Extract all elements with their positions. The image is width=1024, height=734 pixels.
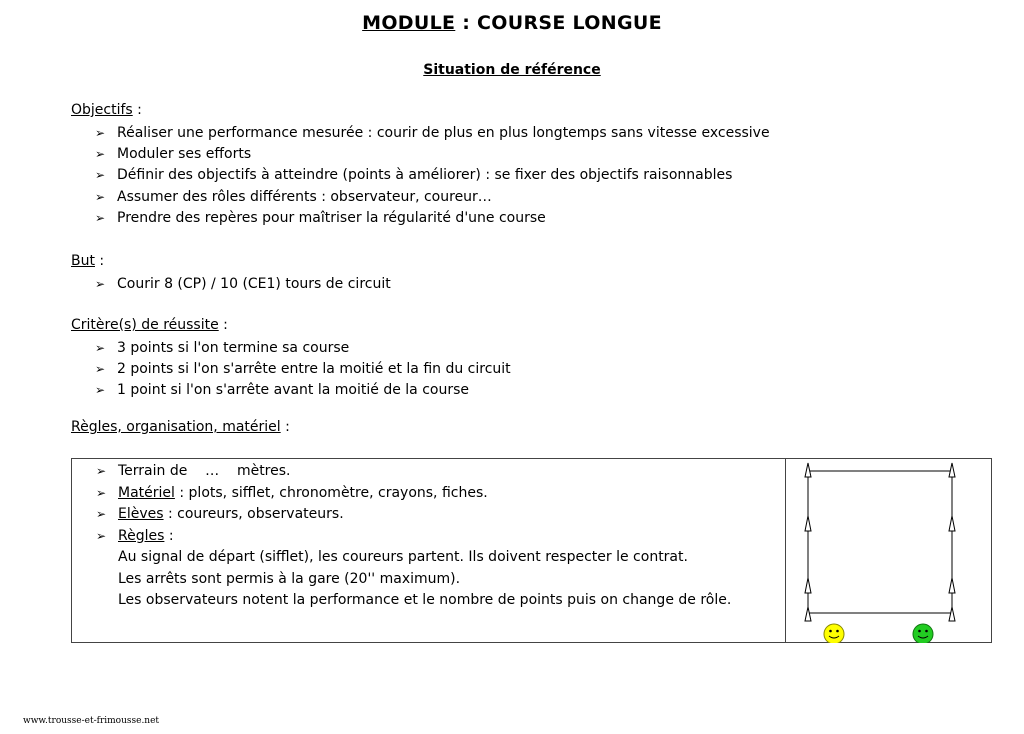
heading-suffix: :	[94, 253, 105, 269]
arrow-bullet-icon: ➢	[96, 485, 107, 500]
heading-label: But	[71, 253, 95, 269]
section-heading	[71, 99, 770, 121]
page-subtitle: Situation de référence	[423, 62, 601, 78]
rule-item-materiel	[96, 483, 731, 505]
cone-icon	[949, 516, 955, 531]
cone-icon	[949, 607, 955, 621]
heading-label: Critère(s) de réussite	[71, 317, 219, 333]
section-objectifs	[71, 99, 770, 229]
arrow-bullet-icon: ➢	[96, 464, 107, 478]
rule-regles-label: Règles	[118, 527, 165, 544]
circuit-track	[808, 471, 952, 613]
list-item	[95, 187, 770, 208]
page-title	[0, 12, 1024, 34]
cone-icon	[805, 463, 811, 477]
arrow-bullet-icon: ➢	[95, 189, 106, 204]
list-item-text: 3 points si l'on termine sa course	[117, 340, 350, 356]
rule-materiel-text: : plots, sifflet, chronomètre, crayons, fiches.	[174, 484, 488, 501]
title-rest: : COURSE LONGUE	[455, 12, 662, 34]
rule-regles-suffix: :	[164, 527, 174, 544]
list-item-text: 2 points si l'on s'arrête entre la moitié et la fin du circuit	[117, 361, 511, 378]
section-heading	[71, 416, 290, 438]
rule-item-regles	[96, 526, 731, 548]
rule-eleves-label: Elèves	[118, 506, 164, 522]
heading-suffix: :	[280, 419, 290, 435]
list-item-text: Prendre des repères pour maîtriser la régularité d'une course	[117, 209, 546, 226]
rule-materiel-label: Matériel	[118, 484, 175, 501]
rule-eleves-text: : coureurs, observateurs.	[163, 506, 344, 522]
rule-item-eleves	[96, 504, 731, 526]
section-heading	[71, 314, 511, 336]
arrow-bullet-icon: ➢	[96, 528, 107, 543]
rule-terrain-text: Terrain de … mètres.	[118, 463, 291, 479]
list-item	[95, 144, 770, 165]
cone-icon	[805, 607, 811, 621]
heading-label: Règles, organisation, matériel	[71, 419, 281, 435]
rules-list	[96, 461, 731, 612]
arrow-bullet-icon: ➢	[95, 168, 106, 183]
cone-icon	[949, 578, 955, 593]
list-item-text: Définir des objectifs à atteindre (points à améliorer) : se fixer des objectifs raisonnables	[117, 167, 733, 184]
arrow-bullet-icon: ➢	[95, 383, 106, 398]
rule-line: Les observateurs notent la performance et le nombre de points puis on change de rôle.	[118, 592, 732, 608]
rules-table	[71, 458, 992, 643]
list-item	[95, 123, 770, 144]
list-item	[95, 165, 770, 186]
arrow-bullet-icon: ➢	[95, 362, 106, 377]
rule-line: Au signal de départ (sifflet), les coureurs partent. Ils doivent respecter le contrat.	[118, 549, 688, 565]
yellow-smiley-icon	[824, 624, 844, 643]
heading-suffix: :	[218, 317, 228, 333]
heading-label: Objectifs	[71, 102, 133, 118]
rule-item-terrain	[96, 461, 731, 483]
arrow-bullet-icon: ➢	[95, 147, 106, 162]
list-item-text: 1 point si l'on s'arrête avant la moitié de la course	[117, 382, 469, 399]
circuit-diagram	[786, 459, 992, 643]
arrow-bullet-icon: ➢	[96, 507, 107, 521]
arrow-bullet-icon: ➢	[95, 341, 106, 355]
list-item	[95, 380, 511, 401]
list-item-text: Courir 8 (CP) / 10 (CE1) tours de circuit	[117, 276, 391, 292]
list-item-text: Assumer des rôles différents : observateur, coureur…	[117, 188, 492, 205]
heading-suffix: :	[132, 102, 142, 118]
section-heading	[71, 250, 391, 272]
title-module: MODULE	[362, 12, 456, 34]
cone-icon	[805, 516, 811, 531]
arrow-bullet-icon: ➢	[95, 126, 106, 140]
arrow-bullet-icon: ➢	[95, 210, 106, 225]
list-item-text: Réaliser une performance mesurée : courir de plus en plus longtemps sans vitesse excessive	[117, 125, 770, 141]
cone-icon	[805, 578, 811, 593]
section-regles	[71, 416, 290, 440]
section-but	[71, 250, 391, 295]
list-item	[95, 338, 511, 359]
list-item	[95, 274, 391, 295]
green-smiley-icon	[913, 624, 933, 643]
list-item-text: Moduler ses efforts	[117, 146, 252, 163]
list-item	[95, 359, 511, 380]
footer-url: www.trousse-et-frimousse.net	[23, 716, 160, 726]
section-criteres	[71, 314, 511, 402]
cone-icon	[949, 463, 955, 477]
list-item	[95, 208, 770, 229]
rule-line: Les arrêts sont permis à la gare (20'' maximum).	[118, 570, 461, 587]
arrow-bullet-icon: ➢	[95, 277, 106, 291]
